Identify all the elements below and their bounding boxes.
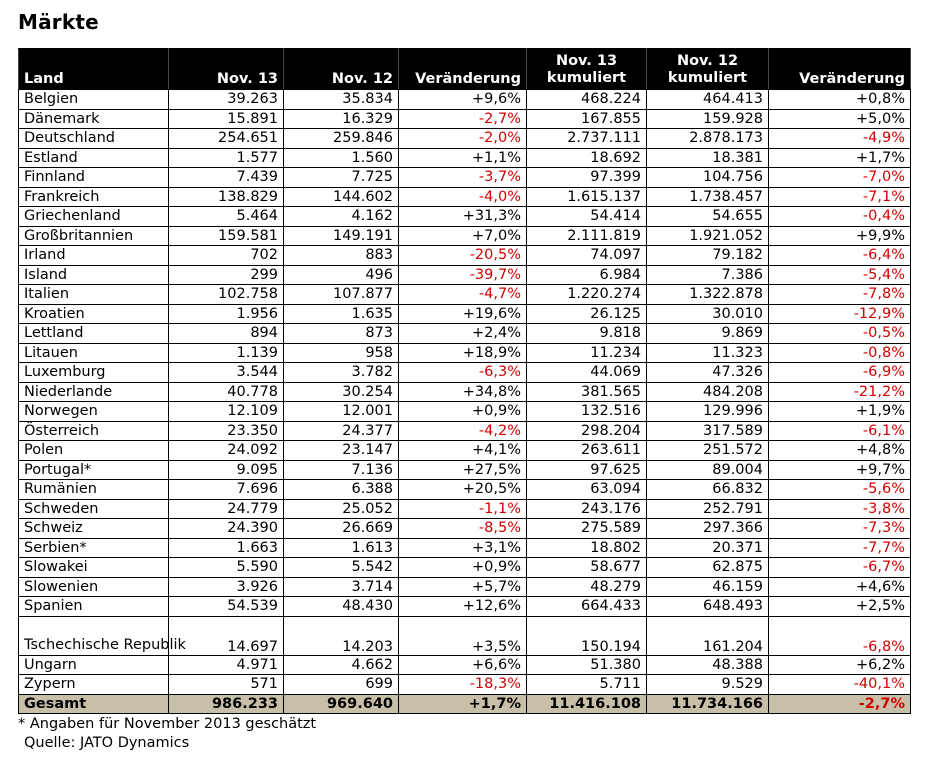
cell-nov13: 54.539 [169, 597, 284, 617]
cell-change-cum: -7,1% [769, 187, 911, 207]
cell-change: -39,7% [399, 265, 527, 285]
cell-nov12: 149.191 [284, 226, 399, 246]
cell-change: +1,1% [399, 148, 527, 168]
cell-cum12: 48.388 [647, 655, 769, 675]
cell-cum12: 104.756 [647, 168, 769, 188]
cell-nov13: 15.891 [169, 109, 284, 129]
cell-nov13: 1.663 [169, 538, 284, 558]
cell-cum12: 11.323 [647, 343, 769, 363]
cell-cum13: 5.711 [527, 675, 647, 695]
cell-nov12: 1.560 [284, 148, 399, 168]
cell-cum12: 464.413 [647, 90, 769, 110]
cell-change: +5,7% [399, 577, 527, 597]
header-change: Veränderung [399, 49, 527, 90]
cell-cum12: 159.928 [647, 109, 769, 129]
cell-nov12: 1.613 [284, 538, 399, 558]
cell-land: Gesamt [19, 694, 169, 714]
cell-change: -1,1% [399, 499, 527, 519]
cell-land: Italien [19, 285, 169, 305]
table-row [19, 187, 911, 207]
cell-nov13: 24.092 [169, 441, 284, 461]
cell-change-cum: -21,2% [769, 382, 911, 402]
cell-land: Island [19, 265, 169, 285]
cell-cum13: 275.589 [527, 519, 647, 539]
cell-change-cum: -5,4% [769, 265, 911, 285]
footnote: * Angaben für November 2013 geschätzt [18, 716, 317, 732]
cell-change: +20,5% [399, 480, 527, 500]
cell-cum12: 297.366 [647, 519, 769, 539]
cell-cum13: 9.818 [527, 324, 647, 344]
cell-land: Litauen [19, 343, 169, 363]
cell-cum12: 47.326 [647, 363, 769, 383]
cell-change-cum: -6,1% [769, 421, 911, 441]
cell-nov12: 26.669 [284, 519, 399, 539]
cell-change-cum: -5,6% [769, 480, 911, 500]
header-nov13-cumulative-line2: kumuliert [546, 70, 627, 86]
cell-cum12: 30.010 [647, 304, 769, 324]
table-row [19, 519, 911, 539]
cell-change: -2,7% [399, 109, 527, 129]
cell-cum12: 161.204 [647, 616, 769, 655]
cell-nov12: 12.001 [284, 402, 399, 422]
cell-land: Großbritannien [19, 226, 169, 246]
cell-change-cum: +2,5% [769, 597, 911, 617]
cell-cum12: 54.655 [647, 207, 769, 227]
cell-land: Schweiz [19, 519, 169, 539]
header-nov12-cumulative [647, 49, 769, 90]
cell-land: Ungarn [19, 655, 169, 675]
cell-change-cum: +5,0% [769, 109, 911, 129]
cell-cum12: 129.996 [647, 402, 769, 422]
cell-cum13: 63.094 [527, 480, 647, 500]
header-land: Land [19, 49, 169, 90]
cell-change-cum: +1,7% [769, 148, 911, 168]
table-row [19, 538, 911, 558]
cell-nov12: 5.542 [284, 558, 399, 578]
cell-land: Luxemburg [19, 363, 169, 383]
table-row [19, 265, 911, 285]
cell-nov12: 1.635 [284, 304, 399, 324]
cell-nov12: 3.782 [284, 363, 399, 383]
cell-cum13: 150.194 [527, 616, 647, 655]
table-row [19, 109, 911, 129]
cell-cum13: 44.069 [527, 363, 647, 383]
cell-change-cum: -6,8% [769, 616, 911, 655]
cell-change: +7,0% [399, 226, 527, 246]
table-row [19, 90, 911, 110]
cell-nov13: 102.758 [169, 285, 284, 305]
cell-cum12: 79.182 [647, 246, 769, 266]
table-row [19, 207, 911, 227]
cell-cum13: 2.111.819 [527, 226, 647, 246]
cell-change: +34,8% [399, 382, 527, 402]
cell-nov13: 299 [169, 265, 284, 285]
table-row [19, 460, 911, 480]
cell-nov12: 24.377 [284, 421, 399, 441]
cell-nov13: 5.590 [169, 558, 284, 578]
cell-change-cum: -40,1% [769, 675, 911, 695]
cell-nov12: 958 [284, 343, 399, 363]
table-row [19, 499, 911, 519]
cell-nov13: 7.696 [169, 480, 284, 500]
cell-change: +0,9% [399, 558, 527, 578]
cell-cum12: 2.878.173 [647, 129, 769, 149]
cell-nov12: 48.430 [284, 597, 399, 617]
cell-cum12: 252.791 [647, 499, 769, 519]
table-row [19, 324, 911, 344]
table-row [19, 226, 911, 246]
cell-nov13: 254.651 [169, 129, 284, 149]
cell-land: Griechenland [19, 207, 169, 227]
cell-land: Tschechische Republik [19, 616, 169, 655]
cell-nov13: 9.095 [169, 460, 284, 480]
cell-cum13: 26.125 [527, 304, 647, 324]
cell-cum13: 167.855 [527, 109, 647, 129]
cell-change: +1,7% [399, 694, 527, 714]
cell-change: +0,9% [399, 402, 527, 422]
cell-change-cum: -4,9% [769, 129, 911, 149]
cell-nov12: 496 [284, 265, 399, 285]
page-title: Märkte [18, 10, 99, 34]
table-row [19, 441, 911, 461]
cell-change: -3,7% [399, 168, 527, 188]
cell-change: +6,6% [399, 655, 527, 675]
cell-cum12: 62.875 [647, 558, 769, 578]
table-row [19, 480, 911, 500]
cell-cum13: 11.416.108 [527, 694, 647, 714]
cell-change-cum: -7,0% [769, 168, 911, 188]
cell-cum12: 1.921.052 [647, 226, 769, 246]
cell-land: Österreich [19, 421, 169, 441]
cell-change: -20,5% [399, 246, 527, 266]
cell-land: Dänemark [19, 109, 169, 129]
cell-nov13: 14.697 [169, 616, 284, 655]
cell-change-cum: -7,3% [769, 519, 911, 539]
cell-nov12: 259.846 [284, 129, 399, 149]
header-nov13: Nov. 13 [169, 49, 284, 90]
table-row [19, 558, 911, 578]
cell-change: +9,6% [399, 90, 527, 110]
cell-land: Deutschland [19, 129, 169, 149]
cell-nov13: 159.581 [169, 226, 284, 246]
cell-land: Estland [19, 148, 169, 168]
cell-nov13: 23.350 [169, 421, 284, 441]
table-row [19, 129, 911, 149]
cell-cum13: 48.279 [527, 577, 647, 597]
cell-cum13: 58.677 [527, 558, 647, 578]
cell-cum12: 66.832 [647, 480, 769, 500]
cell-change: -8,5% [399, 519, 527, 539]
table-row [19, 421, 911, 441]
cell-nov13: 1.577 [169, 148, 284, 168]
cell-nov12: 30.254 [284, 382, 399, 402]
markets-table [18, 48, 911, 714]
table-row [19, 675, 911, 695]
cell-cum12: 1.322.878 [647, 285, 769, 305]
cell-change-cum: -0,8% [769, 343, 911, 363]
table-row [19, 655, 911, 675]
cell-change: +18,9% [399, 343, 527, 363]
cell-nov13: 7.439 [169, 168, 284, 188]
cell-nov13: 24.390 [169, 519, 284, 539]
source-note: Quelle: JATO Dynamics [24, 735, 190, 751]
cell-cum13: 263.611 [527, 441, 647, 461]
cell-nov13: 40.778 [169, 382, 284, 402]
cell-cum13: 74.097 [527, 246, 647, 266]
cell-cum12: 9.529 [647, 675, 769, 695]
table-row [19, 577, 911, 597]
cell-land: Portugal* [19, 460, 169, 480]
cell-land: Spanien [19, 597, 169, 617]
cell-nov13: 1.139 [169, 343, 284, 363]
cell-nov13: 571 [169, 675, 284, 695]
cell-land: Slowenien [19, 577, 169, 597]
cell-nov12: 3.714 [284, 577, 399, 597]
cell-nov12: 16.329 [284, 109, 399, 129]
cell-nov13: 12.109 [169, 402, 284, 422]
cell-land: Belgien [19, 90, 169, 110]
cell-cum13: 97.625 [527, 460, 647, 480]
header-change-cumulative: Veränderung [769, 49, 911, 90]
cell-change: +2,4% [399, 324, 527, 344]
cell-nov13: 702 [169, 246, 284, 266]
cell-nov12: 883 [284, 246, 399, 266]
cell-land: Schweden [19, 499, 169, 519]
header-nov12-cumulative-line2: kumuliert [667, 70, 748, 86]
cell-nov13: 138.829 [169, 187, 284, 207]
cell-land: Norwegen [19, 402, 169, 422]
cell-change-cum: -12,9% [769, 304, 911, 324]
cell-change: +3,5% [399, 616, 527, 655]
cell-land: Slowakei [19, 558, 169, 578]
cell-change-cum: -6,7% [769, 558, 911, 578]
cell-land: Serbien* [19, 538, 169, 558]
cell-change-cum: -7,7% [769, 538, 911, 558]
table-row [19, 148, 911, 168]
cell-nov12: 7.725 [284, 168, 399, 188]
table-row [19, 343, 911, 363]
cell-change: +4,1% [399, 441, 527, 461]
cell-cum13: 243.176 [527, 499, 647, 519]
cell-cum13: 11.234 [527, 343, 647, 363]
cell-cum12: 18.381 [647, 148, 769, 168]
cell-change-cum: -0,4% [769, 207, 911, 227]
cell-nov13: 4.971 [169, 655, 284, 675]
cell-change-cum: -6,4% [769, 246, 911, 266]
cell-change: +31,3% [399, 207, 527, 227]
cell-nov12: 699 [284, 675, 399, 695]
cell-land: Kroatien [19, 304, 169, 324]
cell-nov13: 24.779 [169, 499, 284, 519]
cell-cum13: 132.516 [527, 402, 647, 422]
cell-change-cum: +4,6% [769, 577, 911, 597]
table-row [19, 597, 911, 617]
header-nov12-cumulative-line1: Nov. 12 [676, 53, 739, 69]
cell-cum13: 381.565 [527, 382, 647, 402]
cell-nov13: 3.544 [169, 363, 284, 383]
table-row [19, 382, 911, 402]
cell-nov12: 6.388 [284, 480, 399, 500]
header-nov12: Nov. 12 [284, 49, 399, 90]
cell-nov12: 35.834 [284, 90, 399, 110]
cell-nov12: 107.877 [284, 285, 399, 305]
cell-change: -2,0% [399, 129, 527, 149]
cell-land: Irland [19, 246, 169, 266]
cell-change-cum: -2,7% [769, 694, 911, 714]
cell-change: -4,2% [399, 421, 527, 441]
cell-cum13: 54.414 [527, 207, 647, 227]
cell-change-cum: +4,8% [769, 441, 911, 461]
cell-nov12: 144.602 [284, 187, 399, 207]
header-nov13-cumulative-line1: Nov. 13 [555, 53, 618, 69]
cell-change: +12,6% [399, 597, 527, 617]
cell-land: Frankreich [19, 187, 169, 207]
table-row [19, 402, 911, 422]
cell-change-cum: +0,8% [769, 90, 911, 110]
table-body [19, 90, 911, 714]
cell-nov12: 14.203 [284, 616, 399, 655]
cell-land: Finnland [19, 168, 169, 188]
cell-nov12: 873 [284, 324, 399, 344]
cell-nov13: 1.956 [169, 304, 284, 324]
cell-nov12: 969.640 [284, 694, 399, 714]
cell-nov13: 894 [169, 324, 284, 344]
cell-cum13: 51.380 [527, 655, 647, 675]
cell-change: -4,7% [399, 285, 527, 305]
cell-cum12: 251.572 [647, 441, 769, 461]
cell-land: Niederlande [19, 382, 169, 402]
total-row [19, 694, 911, 714]
cell-cum12: 7.386 [647, 265, 769, 285]
cell-cum13: 298.204 [527, 421, 647, 441]
cell-cum13: 1.615.137 [527, 187, 647, 207]
cell-cum13: 2.737.111 [527, 129, 647, 149]
cell-cum12: 11.734.166 [647, 694, 769, 714]
cell-nov12: 4.162 [284, 207, 399, 227]
header-nov13-cumulative [527, 49, 647, 90]
table-row [19, 616, 911, 655]
cell-cum12: 9.869 [647, 324, 769, 344]
cell-land: Zypern [19, 675, 169, 695]
cell-cum13: 664.433 [527, 597, 647, 617]
cell-cum13: 1.220.274 [527, 285, 647, 305]
cell-nov13: 5.464 [169, 207, 284, 227]
cell-cum12: 20.371 [647, 538, 769, 558]
cell-change-cum: +9,9% [769, 226, 911, 246]
cell-change-cum: -3,8% [769, 499, 911, 519]
cell-cum13: 468.224 [527, 90, 647, 110]
cell-cum12: 317.589 [647, 421, 769, 441]
table-row [19, 246, 911, 266]
cell-nov12: 23.147 [284, 441, 399, 461]
cell-change-cum: -0,5% [769, 324, 911, 344]
cell-nov13: 39.263 [169, 90, 284, 110]
cell-cum13: 6.984 [527, 265, 647, 285]
cell-land: Rumänien [19, 480, 169, 500]
cell-cum12: 46.159 [647, 577, 769, 597]
cell-change-cum: -7,8% [769, 285, 911, 305]
cell-cum13: 18.802 [527, 538, 647, 558]
cell-change: -4,0% [399, 187, 527, 207]
cell-nov12: 7.136 [284, 460, 399, 480]
cell-land: Polen [19, 441, 169, 461]
cell-change-cum: +6,2% [769, 655, 911, 675]
cell-nov13: 986.233 [169, 694, 284, 714]
cell-change: -6,3% [399, 363, 527, 383]
header-row [19, 49, 911, 90]
cell-change-cum: +1,9% [769, 402, 911, 422]
cell-change: +3,1% [399, 538, 527, 558]
table-row [19, 363, 911, 383]
cell-change-cum: -6,9% [769, 363, 911, 383]
cell-nov13: 3.926 [169, 577, 284, 597]
cell-cum13: 18.692 [527, 148, 647, 168]
cell-change: +27,5% [399, 460, 527, 480]
table-row [19, 168, 911, 188]
cell-cum12: 89.004 [647, 460, 769, 480]
cell-cum12: 1.738.457 [647, 187, 769, 207]
cell-nov12: 4.662 [284, 655, 399, 675]
cell-nov12: 25.052 [284, 499, 399, 519]
cell-cum12: 484.208 [647, 382, 769, 402]
table-row [19, 304, 911, 324]
cell-change: +19,6% [399, 304, 527, 324]
cell-cum12: 648.493 [647, 597, 769, 617]
cell-cum13: 97.399 [527, 168, 647, 188]
table-row [19, 285, 911, 305]
cell-change-cum: +9,7% [769, 460, 911, 480]
cell-land: Lettland [19, 324, 169, 344]
cell-change: -18,3% [399, 675, 527, 695]
